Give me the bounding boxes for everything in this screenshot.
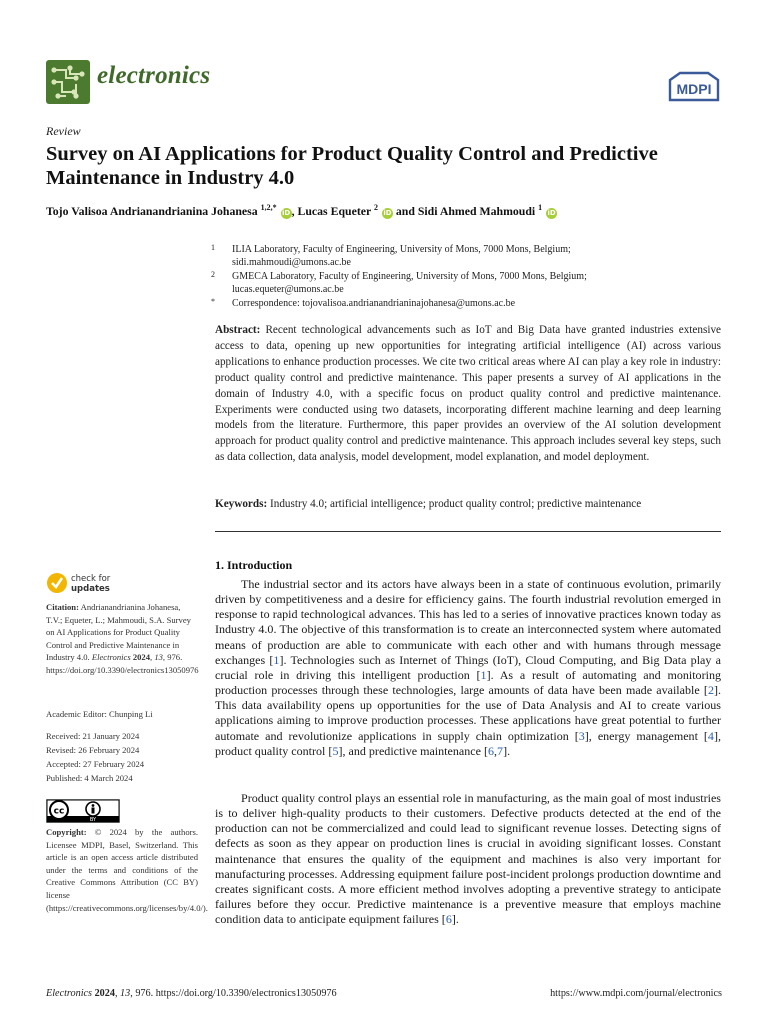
footer-year: 2024 bbox=[94, 988, 115, 999]
mdpi-logo-icon bbox=[666, 70, 722, 104]
keywords-text: Industry 4.0; artificial intelligence; product quality control; predictive maintenance bbox=[270, 498, 642, 510]
updates-label: updates bbox=[71, 584, 110, 594]
correspondence-text[interactable]: Correspondence: tojovalisoa.andrianandrianinajohanesa@umons.ac.be bbox=[232, 298, 516, 309]
citation-link[interactable]: 5 bbox=[332, 743, 339, 758]
body-text: ]. As a result of automating and monitoring production processes through these technologies, large amounts of data have been made available [ bbox=[215, 667, 721, 698]
citation-label: Citation: bbox=[46, 602, 79, 612]
citation-link[interactable]: 1 bbox=[273, 652, 280, 667]
cc-by-license-icon[interactable] bbox=[46, 799, 120, 823]
author-affiliation-mark: 2 bbox=[373, 203, 378, 212]
footer-citation: Electronics 2024, 13, 976. https://doi.org/10.3390/electronics13050976 bbox=[46, 988, 337, 999]
academic-editor: Academic Editor: Chunping Li bbox=[46, 709, 153, 719]
citation-journal: Electronics bbox=[91, 652, 131, 663]
author-affiliation-mark: 1 bbox=[538, 203, 543, 212]
author-name[interactable]: Tojo Valisoa Andrianandrianina Johanesa bbox=[46, 203, 258, 218]
citation-doi[interactable]: , 976. https://doi.org/10.3390/electronics13050976 bbox=[46, 652, 199, 675]
affiliation-mark: 1 bbox=[211, 243, 215, 252]
citation-link[interactable]: 4 bbox=[707, 728, 714, 743]
affiliation bbox=[211, 270, 714, 296]
citation-link[interactable]: 2 bbox=[707, 683, 714, 698]
author-name[interactable]: Lucas Equeter bbox=[297, 203, 372, 218]
correspondence bbox=[211, 297, 714, 310]
body-text: ]. This data availability opens up opportunities for the use of Data Analysis and AI to create various applications aiming to improve production processes. These applications have great potential to further automate and revolutionize applications in supply chain optimization [ bbox=[215, 683, 721, 743]
author-separator: , bbox=[291, 203, 298, 218]
abstract-label: Abstract: bbox=[215, 324, 261, 336]
keywords bbox=[215, 498, 721, 510]
citation-link[interactable]: 3 bbox=[578, 728, 585, 743]
body-text: ], energy management [ bbox=[584, 728, 708, 743]
body-text: , bbox=[494, 743, 498, 758]
intro-paragraph-1 bbox=[215, 577, 721, 759]
body-text: ], and predictive maintenance [ bbox=[338, 743, 488, 758]
received-date: Received: 21 January 2024 bbox=[46, 731, 140, 741]
author-list bbox=[46, 203, 557, 219]
footer-journal: Electronics bbox=[46, 988, 93, 999]
revised-date: Revised: 26 February 2024 bbox=[46, 745, 140, 755]
citation-block: Citation: Andrianandrianina Johanesa, T.V.; Equeter, L.; Mahmoudi, S.A. Survey on AI Applications for Product Quality Control and Predictive Maintenance in Industry 4.0. Electronics 2024, 13, 976. https://doi.org/10.3390/electronics13050976 bbox=[46, 602, 199, 675]
citation-text: Andrianandrianina Johanesa, T.V.; Equeter, L.; Mahmoudi, S.A. Survey on AI Applications for Product Quality Control and Predictive Maintenance in Industry 4.0. bbox=[46, 602, 191, 663]
check-for-updates-button[interactable] bbox=[46, 571, 136, 595]
abstract-text: Recent technological advancements such as IoT and Big Data have granted industries extensive access to data, opening up new opportunities for integrating artificial intelligence (AI) across various applications to enhance production processes. We cite two critical areas where AI can play a key role in industry: product quality control and predictive maintenance. This paper presents a survey of AI applications in the domain of Industry 4.0, with a specific focus on product quality control and predictive maintenance. Experiments were conducted using two datasets, incorporating different machine learning and deep learning models from the literature. Furthermore, this paper provides an overview of the AI solution development approach for product quality control and predictive maintenance. This approach includes several key steps, such as data collection, data analysis, model development, model explanation, and model deployment. bbox=[215, 324, 722, 464]
copyright-block bbox=[46, 826, 208, 914]
citation-link[interactable]: 6 bbox=[487, 743, 495, 758]
affiliation-text: ILIA Laboratory, Faculty of Engineering, University of Mons, 7000 Mons, Belgium; bbox=[232, 244, 571, 255]
copyright-text: © 2024 by the authors. Licensee MDPI, Basel, Switzerland. This article is an open access article distributed under the terms and conditions of the Creative Commons Attribution (CC BY) license (https://creativecommons.org/licenses/by/4.0/). bbox=[46, 827, 208, 913]
citation-link[interactable]: 1 bbox=[480, 667, 487, 682]
citation-volume: 13 bbox=[154, 652, 163, 663]
check-for-label: check for bbox=[71, 574, 111, 584]
published-date: Published: 4 March 2024 bbox=[46, 773, 133, 783]
section-heading: 1. Introduction bbox=[215, 558, 293, 572]
affiliation-text: GMECA Laboratory, Faculty of Engineering, University of Mons, 7000 Mons, Belgium; bbox=[232, 271, 587, 282]
body-text: ]. bbox=[503, 743, 511, 758]
intro-paragraph-2 bbox=[215, 791, 721, 927]
body-text: ], product quality control [ bbox=[215, 728, 721, 758]
body-text: Product quality control plays an essential role in manufacturing, as the main goal of most industries is to deliver high-quality products to their customers. Defective products detected at the end of the production can not be commercialized and could lead to significant revenue losses. Detecting signs of defects as soon as they appear on production lines is crucial in avoiding significant losses. Constant maintenance that ensures the quality of the equipment and machines is also very important for manufacturing processes. Addressing equipment failure post-incident prolongs production downtime and creates significant costs. A more efficient method involves adopting a preventive strategy to anticipate failures before they occur. Predictive maintenance is a preventive measure that employs machine condition data to anticipate equipment failures [ bbox=[215, 791, 721, 927]
citation-link[interactable]: 7 bbox=[497, 743, 504, 758]
affiliation-email[interactable]: sidi.mahmoudi@umons.ac.be bbox=[232, 257, 351, 268]
citation-year: 2024 bbox=[132, 652, 151, 663]
orcid-icon[interactable]: iD bbox=[547, 208, 556, 217]
footer-volume: 13 bbox=[120, 988, 131, 999]
author-affiliation-mark: 1,2,* bbox=[260, 203, 277, 212]
affiliation-mark: 2 bbox=[211, 270, 215, 279]
body-text: ]. bbox=[451, 912, 459, 927]
keywords-label: Keywords: bbox=[215, 498, 268, 510]
author-name[interactable]: Sidi Ahmed Mahmoudi bbox=[417, 203, 536, 218]
article-type: Review bbox=[46, 124, 81, 138]
body-text: ]. Technologies such as Internet of Things (IoT), Cloud Computing, and Big Data play a crucial role in driving this intelligent production [ bbox=[215, 652, 721, 682]
affiliation-email[interactable]: lucas.equeter@umons.ac.be bbox=[232, 284, 344, 295]
accepted-date: Accepted: 27 February 2024 bbox=[46, 759, 145, 769]
affiliation bbox=[211, 243, 714, 269]
citation-link[interactable]: 6 bbox=[445, 912, 452, 927]
section-divider bbox=[215, 531, 721, 532]
publisher-name: MDPI bbox=[676, 81, 712, 97]
footer-journal-url[interactable]: https://www.mdpi.com/journal/electronics bbox=[550, 988, 722, 999]
footer-doi[interactable]: , 976. https://doi.org/10.3390/electronics13050976 bbox=[130, 988, 337, 999]
body-text: The industrial sector and its actors have always been in a state of continuous evolution, primarily driven by competitiveness and a desire for efficiency gains. The fourth industrial revolution emerged in response to rapid technological advances. This has led to a series of innovative practices known today as Industry 4.0. The objective of this transformation is to create an interconnected system where automated means of production are able to communicate with each other and with humans through message exchanges [ bbox=[215, 577, 721, 667]
abstract bbox=[215, 323, 721, 466]
orcid-icon[interactable]: iD bbox=[383, 208, 392, 217]
author-separator: and bbox=[392, 203, 418, 218]
by-label: BY bbox=[89, 817, 97, 823]
cc-label: cc bbox=[53, 806, 65, 817]
orcid-icon[interactable]: iD bbox=[281, 208, 291, 217]
journal-name: electronics bbox=[97, 62, 211, 89]
copyright-label: Copyright: bbox=[46, 827, 87, 837]
journal-logo-icon bbox=[46, 60, 90, 104]
affiliation-mark: * bbox=[211, 297, 215, 306]
paper-title: Survey on AI Applications for Product Quality Control and Predictive Maintenance in Industry 4.0 bbox=[46, 143, 658, 189]
